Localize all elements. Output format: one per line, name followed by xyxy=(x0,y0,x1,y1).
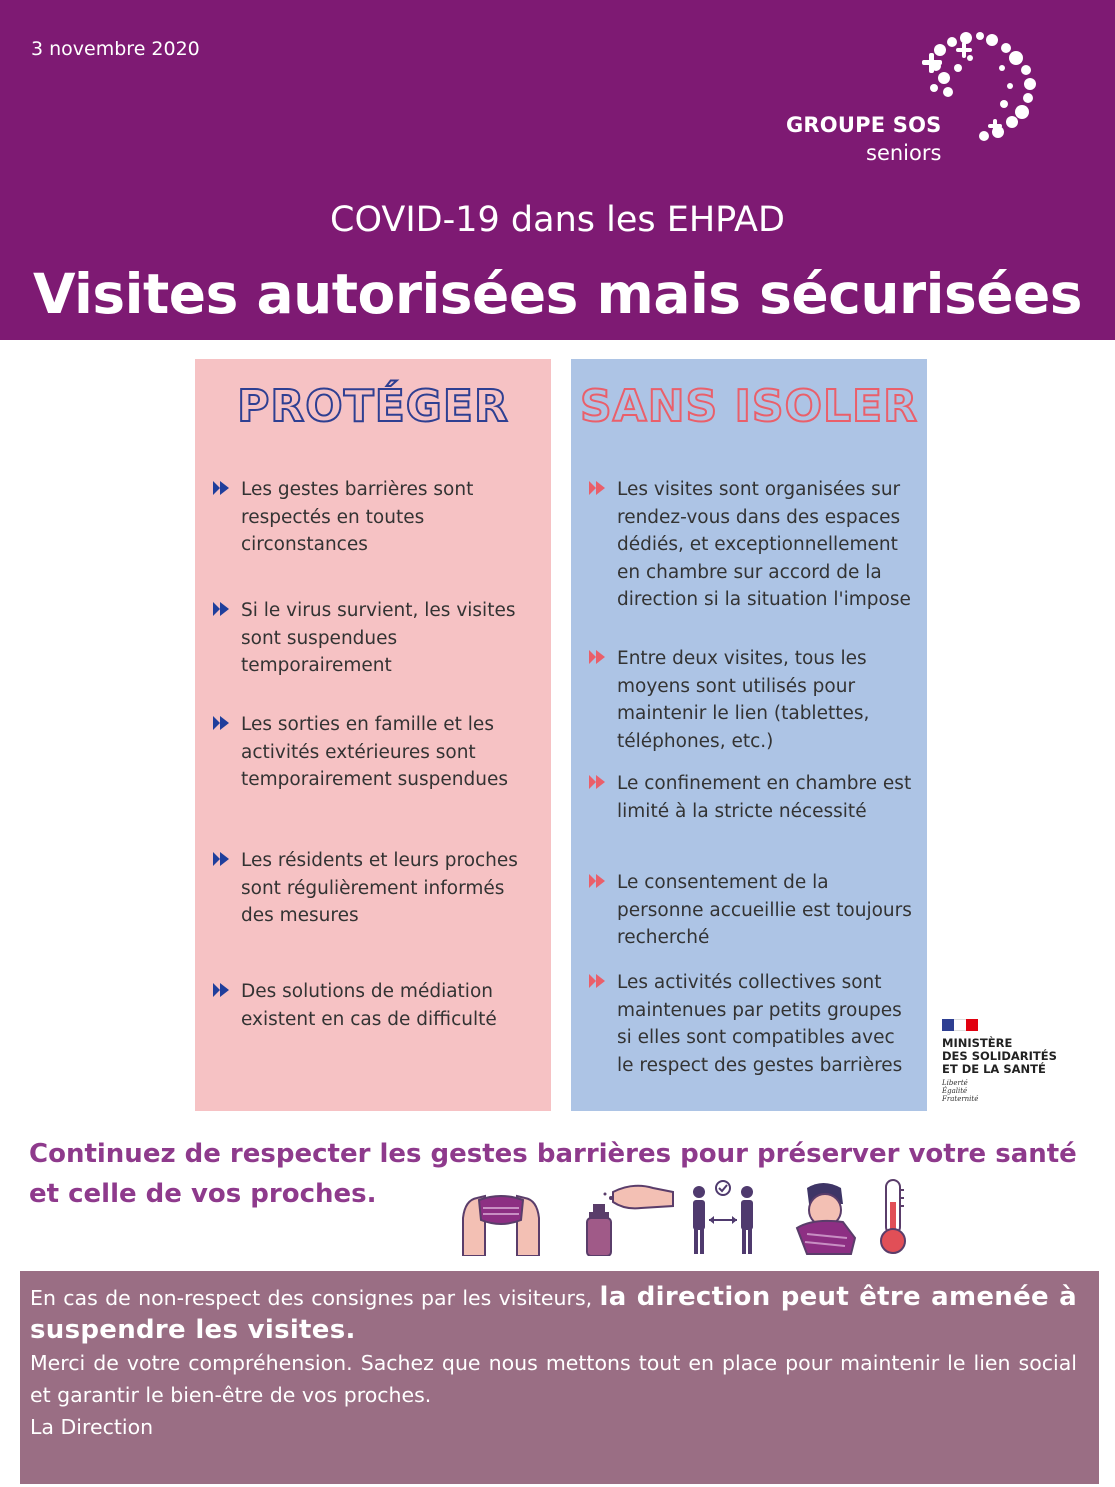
arrow-right-icon xyxy=(213,983,231,997)
arrow-right-icon xyxy=(589,974,607,988)
notice-box xyxy=(20,1271,1099,1484)
sans-isoler-column xyxy=(571,359,927,1111)
page-title: Visites autorisées mais sécurisées xyxy=(32,262,1083,326)
arrow-right-icon xyxy=(213,481,231,495)
distance-icon xyxy=(687,1178,759,1256)
list-item-text: Le consentement de la personne accueillie est toujours recherché xyxy=(617,872,912,948)
arrow-right-icon xyxy=(589,874,607,888)
list-item-text: Les gestes barrières sont respectés en toutes circonstances xyxy=(241,479,474,555)
arrow-right-icon xyxy=(589,775,607,789)
groupe-sos-logo xyxy=(786,28,1046,168)
logo-subtitle: seniors xyxy=(866,141,942,165)
arrow-right-icon xyxy=(213,716,231,730)
sans-isoler-title: SANS ISOLER xyxy=(579,381,918,432)
french-flag-icon xyxy=(942,1019,978,1031)
ministry-logo xyxy=(942,1019,1092,1103)
list-item-text: Le confinement en chambre est limité à la stricte nécessité xyxy=(617,773,912,822)
list-item-text: Entre deux visites, tous les moyens sont utilisés pour maintenir le lien (tablettes, téléphones, etc.) xyxy=(617,648,870,752)
mask-icon xyxy=(455,1178,547,1256)
list-item-text: Les sorties en famille et les activités extérieures sont temporairement suspendues xyxy=(241,714,508,790)
list-item-text: Si le virus survient, les visites sont suspendues temporairement xyxy=(241,600,516,676)
list-item-text: Des solutions de médiation existent en cas de difficulté xyxy=(241,981,497,1030)
notice-emphasis: la direction peut être amenée à suspendre les visites. xyxy=(30,1282,1077,1345)
arrow-right-icon xyxy=(213,852,231,866)
notice-body: Merci de votre compréhension. Sachez que nous mettons tout en place pour maintenir le lien social et garantir le bien-être de vos proches. xyxy=(30,1351,1077,1407)
proteger-title: PROTÉGER xyxy=(237,381,509,432)
arrow-right-icon xyxy=(213,602,231,616)
barrier-gestures-icons xyxy=(455,1178,925,1256)
ministry-name: MINISTÈRE DES SOLIDARITÉS ET DE LA SANTÉ xyxy=(942,1036,1057,1076)
arrow-right-icon xyxy=(589,481,607,495)
page-subtitle: COVID-19 dans les EHPAD xyxy=(330,200,785,240)
thermometer-icon xyxy=(873,1178,913,1256)
publication-date: 3 novembre 2020 xyxy=(31,38,200,60)
sneeze-elbow-icon xyxy=(793,1178,859,1256)
notice-signature: La Direction xyxy=(30,1415,154,1439)
notice-warning xyxy=(30,1281,1077,1347)
proteger-column xyxy=(195,359,551,1111)
reminder-text: Continuez de respecter les gestes barrières pour préserver votre santé et celle de vos proches. xyxy=(29,1139,1077,1209)
logo-name: GROUPE SOS xyxy=(786,113,942,137)
header-banner xyxy=(0,0,1115,340)
arrow-right-icon xyxy=(589,650,607,664)
list-item-text: Les activités collectives sont maintenues par petits groupes si elles sont compatibles avec le respect des gestes barrières xyxy=(617,972,903,1076)
notice-intro: En cas de non-respect des consignes par les visiteurs, xyxy=(30,1286,600,1310)
ministry-motto: Liberté Égalité Fraternité xyxy=(942,1079,979,1103)
list-item-text: Les résidents et leurs proches sont régulièrement informés des mesures xyxy=(241,850,518,926)
hand-sanitizer-icon xyxy=(583,1178,675,1256)
list-item-text: Les visites sont organisées sur rendez-vous dans des espaces dédiés, et exceptionnellement en chambre sur accord de la direction si la situation l'impose xyxy=(617,479,911,610)
